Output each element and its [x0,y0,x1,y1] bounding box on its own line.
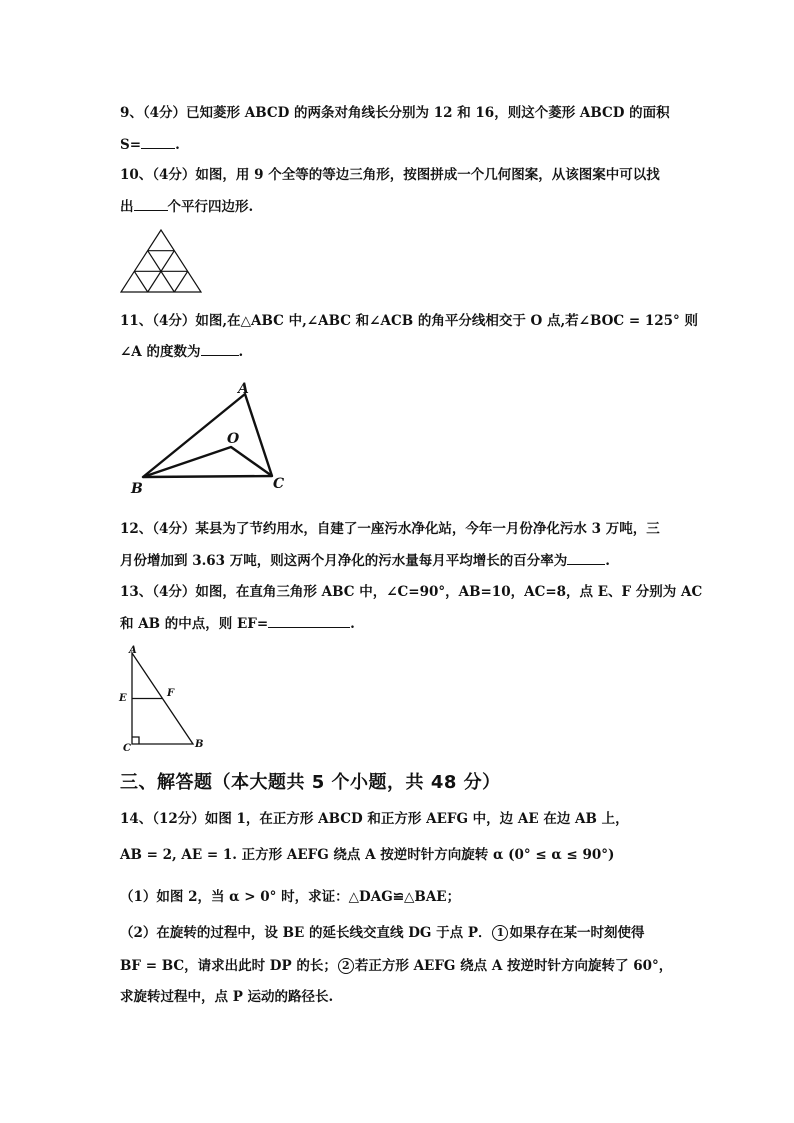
q12-line1: 12、（4分）某县为了节约用水，自建了一座污水净化站，今年一月份净化污水 3 万吨，三 [120,521,660,537]
q9-line1: 9、（4分）已知菱形 ABCD 的两条对角线长分别为 12 和 16，则这个菱形 ABCD 的面积 [120,105,670,121]
q10-answer-blank [134,197,168,211]
q10-suffix: 个平行四边形. [167,199,254,215]
q9-suffix: . [175,137,180,153]
q11-prefix: ∠A 的度数为 [120,344,201,360]
q14-line4 [120,924,644,942]
circled-number-2: 2 [338,958,354,974]
q14-line4-text: （2）在旋转的过程中，设 BE 的延长线交直线 DG 于点 P． [120,925,492,941]
label-b: B [195,739,204,750]
q12-line2 [120,551,610,570]
pattern-outer-triangle [121,230,201,292]
q10-line1: 10、（4分）如图，用 9 个全等的等边三角形，按图拼成一个几何图案，从该图案中可以找 [120,167,660,183]
label-c: C [123,743,131,754]
label-c: C [273,476,285,492]
q13-answer-blank [268,614,350,628]
label-a: A [238,381,249,397]
q12-prefix: 月份增加到 3.63 万吨，则这两个月净化的污水量每月平均增长的百分率为 [120,553,568,569]
label-b: B [131,481,143,497]
q14-line5a-text: BF = BC，请求出此时 DP 的长； [120,958,337,974]
right-triangle-figure [115,645,215,753]
q10-line2 [120,197,253,216]
q14-line4b-text: 如果存在某一时刻使得 [509,925,645,941]
pattern-line-d2 [134,271,147,292]
q14-line5 [120,957,672,975]
q13-suffix: . [350,616,355,632]
triangle-abc [143,394,272,477]
q10-prefix: 出 [120,199,134,215]
q13-line1: 13、（4分）如图，在直角三角形 ABC 中，∠C=90°，AB=10，AC=8，点 E、F 分别为 AC [120,584,703,600]
q9-answer-blank [141,135,175,149]
q11-answer-blank [201,342,239,356]
label-o: O [227,431,240,447]
right-angle-mark [132,737,139,744]
q9-prefix: S= [120,137,142,153]
q9-line2 [120,135,180,154]
circled-number-1: 1 [492,925,508,941]
label-e: E [119,693,127,704]
label-a: A [129,645,137,656]
q11-suffix: . [238,344,244,360]
triangle-pattern-figure [120,228,202,294]
q13-line2 [120,614,355,633]
q13-prefix: 和 AB 的中点，则 EF= [120,616,269,632]
triangle-abc-figure [130,380,290,498]
q14-line1: 14、（12分）如图 1，在正方形 ABCD 和正方形 AEFG 中，边 AE 在边 AB 上， [120,811,629,827]
q14-line3: （1）如图 2，当 α > 0° 时，求证：△DAG≌△BAE； [120,889,461,905]
q11-line1: 11、（4分）如图,在△ABC 中,∠ABC 和∠ACB 的角平分线相交于 O 点,若∠BOC = 125° 则 [120,313,699,329]
q14-line5b-text: 若正方形 AEFG 绕点 A 按逆时针方向旋转了 60°， [354,958,673,974]
pattern-line-d4 [174,271,187,292]
section-heading: 三、解答题（本大题共 5 个小题，共 48 分） [120,772,501,793]
q11-line2 [120,342,243,361]
q14-line6: 求旋转过程中，点 P 运动的路径长. [120,989,334,1005]
label-f: F [167,688,175,699]
q12-suffix: . [605,553,610,569]
q14-line2: AB = 2, AE = 1. 正方形 AEFG 绕点 A 按逆时针方向旋转 α (0° ≤ α ≤ 90°) [120,847,615,863]
q12-answer-blank [567,551,605,565]
